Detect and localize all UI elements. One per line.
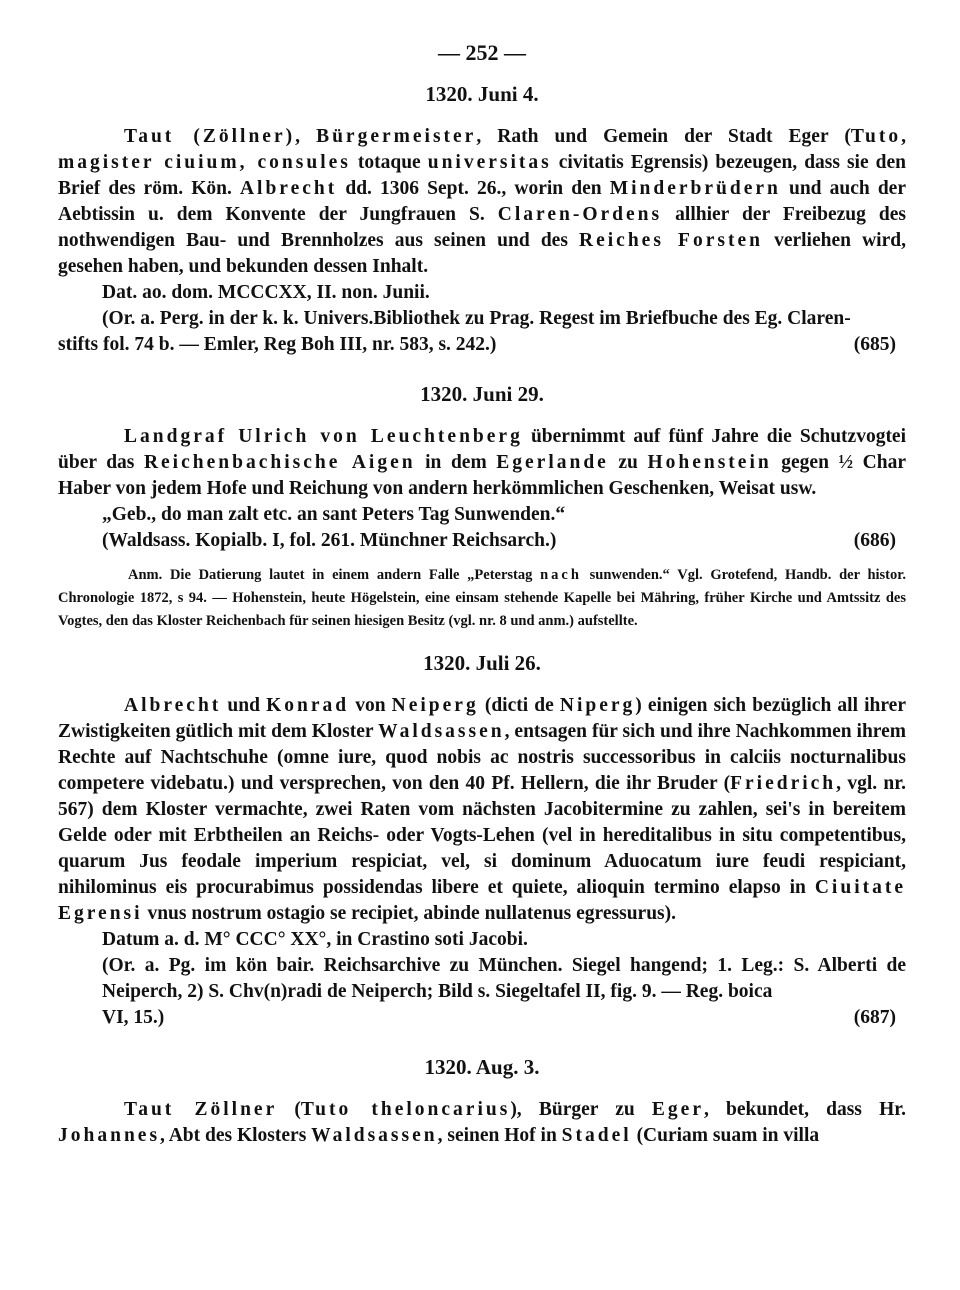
spaced-name: universitas <box>427 152 552 173</box>
spaced-name: magister ciuium, consules <box>58 152 351 173</box>
spaced-name: Tuto theloncarius <box>300 1099 511 1120</box>
entry-685 <box>58 80 906 358</box>
spaced-name: Eger <box>651 1099 704 1120</box>
spaced-word: nach <box>540 567 582 583</box>
footnote <box>58 564 906 633</box>
body-text: , vgl. nr. 567) dem Kloster vermachte, zwei Raten vom nächsten Jacobitermine zu zahlen, sei's in bereitem Gelde oder mit Erbtheilen an Reichs- oder Vogts-Lehen (vel in hereditalibus in situ competentibus, quarum Jus feodale imperium respiciat, vel, si dominum Aduocatum iure feudi respiciant, nihilominus eis procurabimus possidendas libere et quiete, alioquin termino elapso in <box>58 773 907 898</box>
body-text: verliehen wird, gesehen haben, und bekunden dessen Inhalt. <box>58 230 906 277</box>
spaced-name: Neiperg <box>391 695 479 716</box>
spaced-name: Johannes <box>58 1125 161 1146</box>
body-text: zu <box>608 452 648 473</box>
body-text: , <box>295 126 317 147</box>
body-text: und auch der Aebtissin u. dem Konvente der Jungfrauen S. <box>58 178 906 225</box>
spaced-name: Reiches Forsten <box>579 230 763 251</box>
body-text: (dicti de <box>478 695 560 716</box>
entry-date: 1320. Juni 29. <box>420 382 544 406</box>
body-text: ), Bürger zu <box>510 1099 652 1120</box>
body-text: , seinen Hof in <box>437 1125 562 1146</box>
body-text: allhier der Freibezug des nothwendigen Bau- und Brennholzes aus seinen und des <box>58 204 907 251</box>
body-text: , entsagen für sich und ihre Nachkommen ihrem Rechte auf Nachtschuhe (omne iure, quod nobis ac nostris successoribus in calciis nocturnalibus competere videbatu.) und versprechen, von den 40 Pf. Hellern, die ihr Bruder ( <box>58 721 906 794</box>
spaced-name: Niperg <box>559 695 636 716</box>
body-text: in dem <box>415 452 497 473</box>
spaced-name: Stadel <box>561 1125 632 1146</box>
entry-date: 1320. Juni 4. <box>425 82 539 106</box>
source-citation-end <box>58 332 906 358</box>
body-text: totaque <box>350 152 428 173</box>
body-text: , Rath und Gemein der Stadt Eger ( <box>476 126 851 147</box>
dating-clause: Dat. ao. dom. MCCCXX, II. non. Junii. <box>102 282 430 303</box>
entry-688 <box>58 1053 906 1149</box>
entry-body <box>58 424 906 502</box>
spaced-name: Waldsassen <box>378 721 505 742</box>
spaced-name: Waldsassen <box>311 1125 438 1146</box>
spaced-name: Hohenstein <box>647 452 772 473</box>
entry-body <box>58 1097 906 1149</box>
entry-686 <box>58 380 906 633</box>
dating-clause: Datum a. d. M° CCC° XX°, in Crastino soti Jacobi. <box>102 929 528 950</box>
source-citation: (Or. a. Perg. in der k. k. Univers.Bibliothek zu Prag. Regest im Briefbuche des Eg. Claren- <box>102 308 851 329</box>
body-text: von <box>349 695 392 716</box>
spaced-name: Bürgermeister <box>316 126 477 147</box>
entry-body <box>58 693 906 927</box>
spaced-name: Claren-Ordens <box>497 204 663 225</box>
body-text: ) einigen sich bezüglich all ihrer Zwistigkeiten gütlich mit dem Kloster <box>58 695 906 742</box>
body-text: ( <box>277 1099 301 1120</box>
entry-number: (685) <box>853 334 896 355</box>
entry-date: 1320. Juli 26. <box>423 651 541 675</box>
spaced-name: Tuto <box>850 126 902 147</box>
spaced-name: Ciuitate Egrensi <box>58 877 906 924</box>
body-text: (Curiam suam in villa <box>631 1125 820 1146</box>
source-citation: (Or. a. Pg. im kön bair. Reichsarchive zu München. Siegel hangend; 1. Leg.: S. Alberti de Neiperch, 2) S. Chv(n)radi de Neiperch; Bild s. Siegeltafel II, fig. 9. — Reg. boica <box>102 955 906 1002</box>
spaced-name: Egerlande <box>496 452 609 473</box>
spaced-name: Landgraf Ulrich von Leuchtenberg <box>124 426 523 447</box>
body-text: übernimmt auf fünf Jahre die Schutzvogtei über das <box>58 426 907 473</box>
body-text: , bekundet, dass Hr. <box>704 1099 906 1120</box>
spaced-name: Friedrich <box>730 773 837 794</box>
page-number: — 252 — <box>438 40 526 65</box>
entry-number: (686) <box>853 530 896 551</box>
body-text: civitatis Egrensis) bezeugen, dass sie den Brief des röm. Kön. <box>58 152 906 199</box>
body-text: dd. 1306 Sept. 26., worin den <box>337 178 610 199</box>
spaced-name: Albrecht <box>124 695 222 716</box>
source-citation-cont: stifts fol. 74 b. — Emler, Reg Boh III, nr. 583, s. 242.) <box>58 334 497 355</box>
spaced-name: Reichenbachische Aigen <box>143 452 416 473</box>
source-citation-end <box>58 1005 906 1031</box>
spaced-name: Taut Zöllner <box>124 1099 278 1120</box>
body-text: vnus nostrum ostagio se recipiet, abinde nullatenus egressurus). <box>142 903 676 924</box>
body-text: , Abt des Klosters <box>160 1125 312 1146</box>
entry-number: (687) <box>853 1007 896 1028</box>
spaced-name: Taut (Zöllner) <box>124 126 296 147</box>
source-citation-cont: VI, 15.) <box>102 1007 165 1028</box>
footnote-text: Anm. Die Datierung lautet in einem andern Falle „Peterstag <box>128 567 541 583</box>
spaced-name: Konrad <box>266 695 350 716</box>
body-text: und <box>221 695 267 716</box>
entry-687 <box>58 649 906 1031</box>
entry-date: 1320. Aug. 3. <box>424 1055 540 1079</box>
quoted-dating: „Geb., do man zalt etc. an sant Peters Tag Sunwenden.“ <box>102 504 566 525</box>
source-citation <box>58 528 906 554</box>
entry-body <box>58 124 906 280</box>
spaced-name: Minderbrüdern <box>609 178 781 199</box>
document-page <box>58 38 906 1149</box>
body-text: , <box>901 126 906 147</box>
spaced-name: Albrecht <box>239 178 338 199</box>
footnote-text: sunwenden.“ Vgl. Grotefend, Handb. der histor. Chronologie 1872, s 94. — Hohenstein, heute Högelstein, eine einsam stehende Kapelle bei Mähring, früher Kirche und Amtssitz des Vogtes, den das Kloster Reichenbach für seinen hiesigen Besitz (vgl. nr. 8 und anm.) aufstellte. <box>58 567 906 629</box>
source-citation-text: (Waldsass. Kopialb. I, fol. 261. Münchner Reichsarch.) <box>102 530 557 551</box>
body-text: gegen ½ Char Haber von jedem Hofe und Reichung von andern herkömmlichen Geschenken, Weisat usw. <box>58 452 906 499</box>
